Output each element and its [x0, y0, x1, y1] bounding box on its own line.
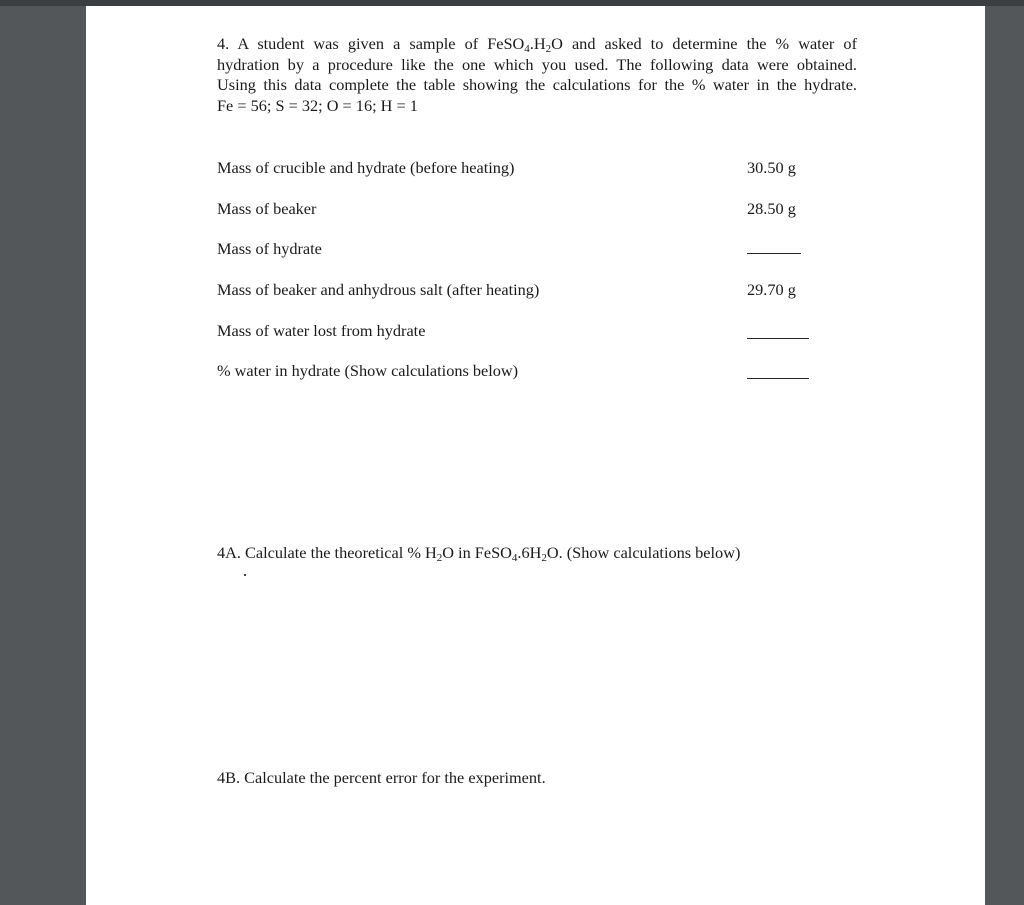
answer-blank [747, 338, 809, 339]
data-row-label: Mass of water lost from hydrate [217, 321, 426, 340]
question-line: hydration by a procedure like the one which you used. The following data were obtained. [217, 54, 857, 74]
answer-blank [747, 378, 809, 379]
question-4-text [217, 34, 857, 116]
stray-mark [244, 574, 246, 576]
question-line: Using this data complete the table showing the calculations for the % water in the hydrate. [217, 75, 857, 94]
question-4b-text: 4B. Calculate the percent error for the experiment. [217, 768, 546, 787]
atomic-masses-line: Fe = 56; S = 32; O = 16; H = 1 [217, 95, 418, 115]
question-line: 4. A student was given a sample of $FeSO_4.H_2O$ and asked to determine the % water of [217, 34, 857, 55]
data-row-label: Mass of beaker [217, 199, 317, 218]
answer-blank [747, 253, 801, 254]
data-row-label: Mass of beaker and anhydrous salt (after heating) [217, 280, 540, 299]
data-row-value: 28.50 g [747, 199, 796, 218]
question-4a-text: 4A. Calculate the theoretical % $H_2O$ in $FeSO_4.6H_2O$. (Show calculations below) [217, 543, 741, 564]
data-row-label: Mass of hydrate [217, 239, 322, 258]
data-row-value: 30.50 g [747, 158, 796, 177]
data-row-label: % water in hydrate (Show calculations below) [217, 361, 519, 380]
data-row-label: Mass of crucible and hydrate (before heating) [217, 158, 515, 177]
data-row-value: 29.70 g [747, 280, 796, 299]
document-page [86, 6, 985, 905]
